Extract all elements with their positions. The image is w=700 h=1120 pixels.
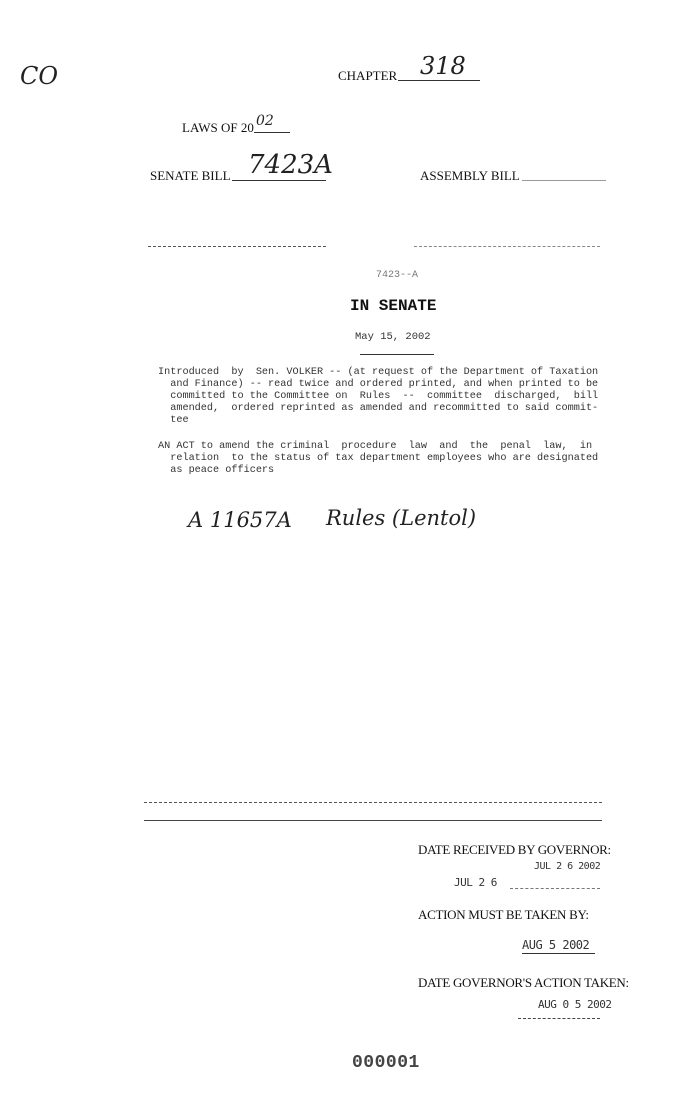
chamber-title: IN SENATE (350, 297, 437, 315)
introduction-line: tee (158, 415, 189, 426)
introduction-line: and Finance) -- read twice and ordered printed, and when printed to be (158, 379, 599, 390)
act-line: relation to the status of tax department employees who are designated (158, 453, 599, 464)
senate-bill-number: 7423A (248, 150, 333, 180)
introduction-line: committed to the Committee on Rules -- committee discharged, bill (158, 391, 599, 402)
chapter-label: CHAPTER (338, 68, 398, 83)
senate-bill-label: SENATE BILL (150, 168, 231, 183)
act-line: AN ACT to amend the criminal procedure law and the penal law, in (158, 441, 593, 452)
laws-year: 02 (256, 113, 274, 129)
bottom-separator-1 (144, 802, 602, 803)
introduction-block (158, 367, 598, 427)
bottom-separator-2 (144, 820, 602, 821)
received-stamp-lower: JUL 2 6 (454, 876, 497, 889)
action-label: ACTION MUST BE TAKEN BY: (418, 907, 589, 922)
date-rule (360, 354, 434, 355)
chapter-number: 318 (420, 52, 466, 80)
assembly-bill-line (522, 166, 606, 181)
act-block (158, 441, 598, 477)
senate-bill-line (232, 150, 333, 181)
separator-left (148, 246, 326, 247)
handwritten-committee: Rules (Lentol) (326, 506, 477, 530)
taken-date: AUG 0 5 2002 (538, 998, 612, 1011)
assembly-bill-label: ASSEMBLY BILL (420, 168, 520, 183)
act-line: as peace officers (158, 465, 275, 476)
margin-note: CO (20, 62, 59, 90)
taken-label: DATE GOVERNOR'S ACTION TAKEN: (418, 975, 629, 990)
action-date: AUG 5 2002 (522, 938, 595, 954)
separator-right (414, 246, 600, 247)
received-label: DATE RECEIVED BY GOVERNOR: (418, 842, 611, 857)
introduction-line: Introduced by Sen. VOLKER -- (at request of the Department of Taxation (158, 367, 599, 378)
received-line (510, 888, 600, 889)
handwritten-assembly-bill: A 11657A (188, 508, 292, 532)
received-stamp-upper: JUL 2 6 2002 (534, 861, 601, 872)
introduction-line: amended, ordered reprinted as amended and recommitted to said commit- (158, 403, 599, 414)
page-number: 000001 (352, 1053, 420, 1073)
taken-line (518, 1018, 600, 1019)
laws-line (254, 113, 290, 133)
laws-label: LAWS OF 20 (182, 120, 254, 135)
bill-number: 7423--A (376, 270, 419, 281)
bill-date: May 15, 2002 (355, 331, 431, 343)
chapter-line (398, 52, 480, 81)
